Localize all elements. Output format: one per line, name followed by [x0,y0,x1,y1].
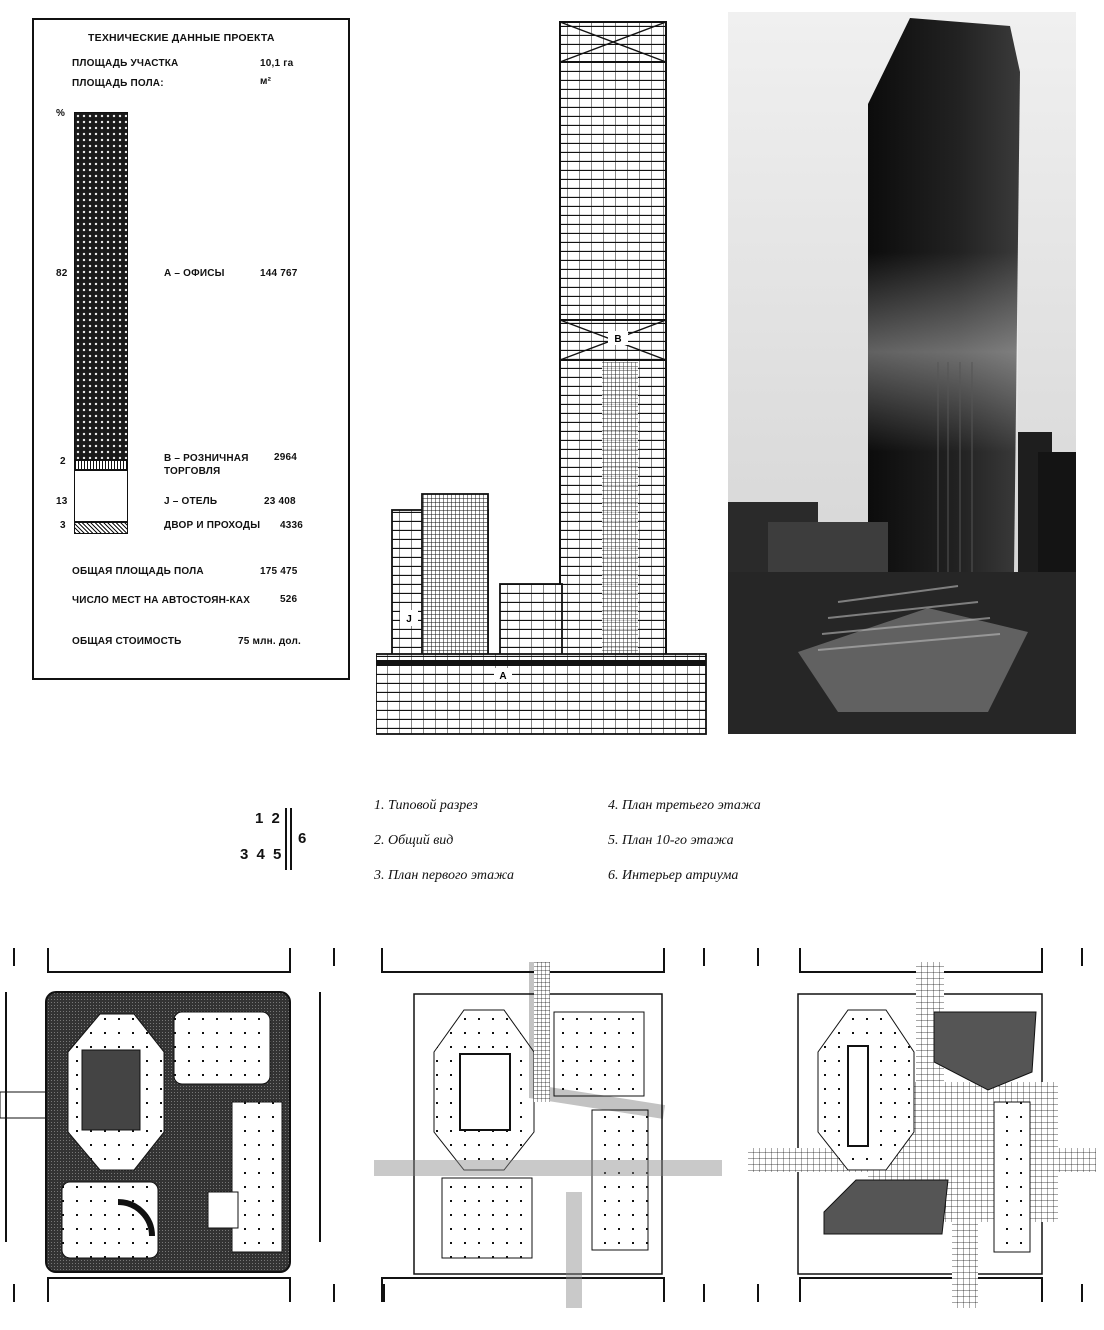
legend-side: 6 [298,830,309,847]
total-floor-label: ОБЩАЯ ПЛОЩАДЬ ПОЛА [72,566,204,577]
bar-segment-courtyard [74,522,128,534]
bar-segment-office [74,112,128,460]
caption-6: 6. Интерьер атриума [608,868,739,883]
bar-segment-hotel [74,470,128,522]
cost-value: 75 млн. дол. [238,636,301,647]
value-hotel: 23 408 [264,496,296,507]
section-label-j: J [406,614,412,625]
plan-tenth-floor [748,942,1096,1308]
floor-area-label: ПЛОЩАДЬ ПОЛА: [72,78,164,89]
caption-4: 4. План третьего этажа [608,798,761,813]
label-retail: В – РОЗНИЧНАЯ ТОРГОВЛЯ [164,453,249,477]
plan-first-floor [0,942,348,1308]
technical-data-panel [32,18,350,680]
value-courtyard: 4336 [280,520,304,531]
caption-1: 1. Типовой разрез [374,798,478,813]
site-area-value: 10,1 га [260,58,294,69]
general-view-photo [728,12,1076,734]
legend-row-2: 3 4 5 [240,846,284,863]
typical-section-drawing [376,18,716,736]
label-courtyard: ДВОР И ПРОХОДЫ [164,520,261,531]
label-hotel: Ј – ОТЕЛЬ [164,496,218,507]
legend-divider [285,808,287,870]
percent-courtyard: 3 [60,520,66,531]
parking-label: ЧИСЛО МЕСТ НА АВТОСТОЯН-КАХ [72,595,251,606]
caption-2: 2. Общий вид [374,833,454,848]
site-area-label: ПЛОЩАДЬ УЧАСТКА [72,58,179,69]
bar-segment-retail [74,460,128,470]
plan-third-floor [374,942,722,1308]
value-office: 144 767 [260,268,298,279]
legend-divider-2 [290,808,292,870]
floor-area-unit: м² [260,76,272,87]
percent-office: 82 [56,268,68,279]
total-floor-value: 175 475 [260,566,298,577]
percent-sign: % [56,108,66,119]
cost-label: ОБЩАЯ СТОИМОСТЬ [72,636,182,647]
parking-value: 526 [280,594,298,605]
value-retail: 2964 [274,452,298,463]
section-label-a: А [499,671,507,682]
section-label-b: В [614,334,622,345]
caption-5: 5. План 10-го этажа [608,833,734,848]
panel-title: ТЕХНИЧЕСКИЕ ДАННЫЕ ПРОЕКТА [88,32,275,44]
caption-3: 3. План первого этажа [374,868,515,883]
percent-hotel: 13 [56,496,68,507]
label-office: А – ОФИСЫ [164,268,225,279]
percent-retail: 2 [60,456,66,467]
legend-row-1: 1 2 [255,810,282,827]
